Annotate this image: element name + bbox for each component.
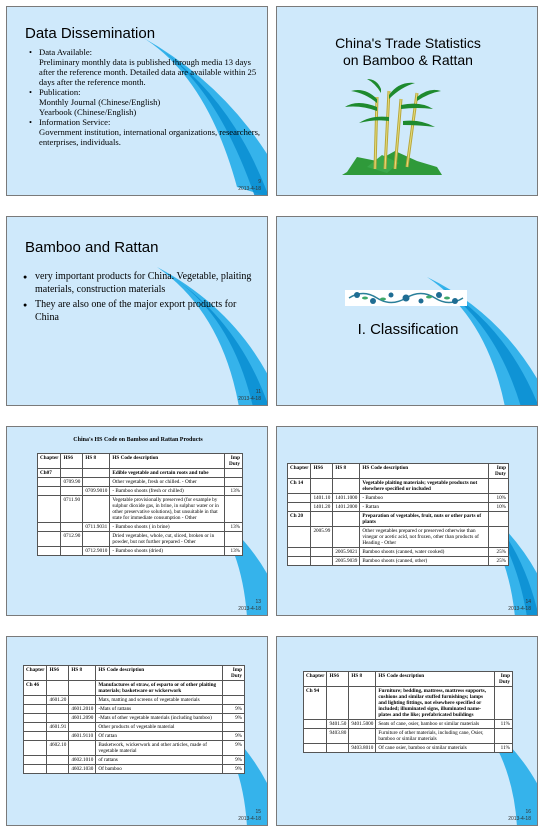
table-row (38, 496, 243, 523)
cell-hs8: 2005.9039 (333, 557, 360, 566)
bullet-item: • Data Available: (29, 47, 261, 57)
slide-hs-code-ch07[interactable] (6, 426, 268, 616)
cell-description: - Rattan (360, 503, 488, 512)
cell-imp-duty: 9% (223, 756, 245, 765)
col-hs8: HS 8 (69, 666, 96, 681)
col-hs6: HS6 (311, 464, 333, 479)
cell-description: Preparation of vegetables, fruit, nuts or other parts of plants (360, 512, 488, 527)
cell-chapter (24, 714, 47, 723)
col-imp-duty: Imp Duty (223, 666, 245, 681)
cell-hs8: 4602.1030 (69, 765, 96, 774)
cell-chapter (38, 478, 61, 487)
cell-imp-duty: 9% (223, 732, 245, 741)
slide-title: Bamboo and Rattan (25, 239, 159, 256)
table-row (288, 512, 509, 527)
cell-chapter (24, 696, 47, 705)
table-row (288, 479, 509, 494)
cell-hs6 (311, 548, 333, 557)
cell-hs8: 4602.1010 (69, 756, 96, 765)
cell-imp-duty (495, 687, 513, 720)
col-chapter: Chapter (24, 666, 47, 681)
cell-description: - Bamboo shoots ( in brine) (110, 523, 224, 532)
cell-hs8: 1401.2000 (333, 503, 360, 512)
cell-hs6: 4602.10 (47, 741, 69, 756)
cell-hs6 (47, 756, 69, 765)
slide-hs-code-ch14-ch20[interactable] (276, 426, 538, 616)
cell-chapter (24, 732, 47, 741)
col-imp-duty: Imp Duty (495, 672, 513, 687)
cell-hs6: 1401.20 (311, 503, 333, 512)
cell-hs6: 1401.10 (311, 494, 333, 503)
cell-description: Other vegetable, fresh or chilled. - Other (110, 478, 224, 487)
page-number: 11 (255, 389, 261, 395)
cell-chapter (304, 729, 327, 744)
cell-description: Of cane osier, bamboo or similar materials (376, 744, 495, 753)
col-hs8: HS 8 (333, 464, 360, 479)
cell-hs8: 2005.9021 (333, 548, 360, 557)
cell-hs6 (47, 705, 69, 714)
cell-imp-duty: 13% (224, 487, 242, 496)
cell-hs8 (83, 469, 110, 478)
cell-hs6 (311, 557, 333, 566)
cell-description: Mats, matting and screens of vegetable materials (96, 696, 223, 705)
slide-body (23, 271, 253, 327)
cell-imp-duty: 13% (224, 547, 242, 556)
cell-description: Vegetable provisionally preserved (for example by sulphur dioxide gas, in brine, in sulphur water or in other preservative solutions), but unsuitable in that state for immediate consumption - Other (110, 496, 224, 523)
slide-body (29, 47, 261, 147)
cell-hs6 (47, 681, 69, 696)
cell-hs8: 0712.9010 (83, 547, 110, 556)
cell-imp-duty (488, 512, 508, 527)
cell-hs6 (47, 714, 69, 723)
page-date: 2013-4-18 (238, 186, 261, 192)
table-row (24, 756, 245, 765)
cell-hs8 (69, 696, 96, 705)
cell-chapter (288, 527, 311, 548)
cell-hs8: 4601.2010 (69, 705, 96, 714)
cell-chapter: Ch 20 (288, 512, 311, 527)
table-row (288, 527, 509, 548)
bullet-text: Preliminary monthly data is published through media 13 days after the reference month. Detailed data are available within 25 days after the reference month. (39, 57, 257, 87)
cell-hs6 (61, 469, 83, 478)
col-hs6: HS6 (327, 672, 349, 687)
col-hs8: HS 8 (349, 672, 376, 687)
table-row (38, 487, 243, 496)
table-row (288, 548, 509, 557)
table-row (24, 705, 245, 714)
cell-hs6: 0711.90 (61, 496, 83, 523)
cell-imp-duty (488, 479, 508, 494)
cell-chapter (38, 532, 61, 547)
cell-chapter (24, 705, 47, 714)
bullet-text: Monthly Journal (Chinese/English) (39, 97, 161, 107)
col-description: HS Code description (110, 454, 224, 469)
slide-title (277, 35, 538, 69)
table-row (304, 729, 513, 744)
table-row (24, 681, 245, 696)
cell-description: Manufactures of straw, of esparto or of other plaiting materials; basketware or wickerwork (96, 681, 223, 696)
table-row (38, 469, 243, 478)
floral-ornament-icon (343, 287, 469, 309)
cell-description: Dried vegetables, whole, cut, sliced, broken or in powder, but not further prepared - Other (110, 532, 224, 547)
cell-hs6 (47, 732, 69, 741)
hs-code-table (287, 463, 509, 566)
slide-title-trade-statistics[interactable] (276, 6, 538, 196)
cell-description: -Mats of rattans (96, 705, 223, 714)
col-imp-duty: Imp Duty (224, 454, 242, 469)
cell-hs6 (61, 487, 83, 496)
cell-hs8 (83, 532, 110, 547)
cell-hs6 (61, 523, 83, 532)
cell-imp-duty: 9% (223, 765, 245, 774)
cell-description: Other products of vegetable material (96, 723, 223, 732)
cell-description: - Bamboo shoots (fresh or chilled) (110, 487, 224, 496)
cell-hs6: 9403.80 (327, 729, 349, 744)
cell-hs6 (327, 744, 349, 753)
slide-hs-code-ch46[interactable] (6, 636, 268, 826)
slide-hs-code-ch94[interactable] (276, 636, 538, 826)
table-row (304, 720, 513, 729)
cell-imp-duty (224, 496, 242, 523)
cell-chapter (38, 487, 61, 496)
cell-chapter (24, 765, 47, 774)
page-number: 15 (255, 809, 261, 815)
cell-description: Bamboo shoots (canned, water cooked) (360, 548, 488, 557)
cell-description: Bamboo shoots (canned, other) (360, 557, 488, 566)
cell-imp-duty (488, 527, 508, 548)
page-number: 14 (525, 599, 531, 605)
col-description: HS Code description (376, 672, 495, 687)
cell-chapter (288, 494, 311, 503)
cell-hs8: 0711.9031 (83, 523, 110, 532)
slide-title: I. Classification (357, 321, 459, 338)
cell-chapter (288, 548, 311, 557)
cell-hs8: 4601.2090 (69, 714, 96, 723)
col-imp-duty: Imp Duty (488, 464, 508, 479)
cell-hs8: 9401.5000 (349, 720, 376, 729)
cell-hs8: 1401.1000 (333, 494, 360, 503)
page-number: 9 (258, 179, 261, 185)
cell-hs6 (311, 512, 333, 527)
cell-description: Seats of cane, osier, bamboo or similar materials (376, 720, 495, 729)
cell-hs8: 0709.9010 (83, 487, 110, 496)
hs-code-table (37, 453, 243, 556)
slide-classification[interactable] (276, 216, 538, 406)
cell-chapter (304, 720, 327, 729)
cell-imp-duty (223, 681, 245, 696)
table-row (24, 765, 245, 774)
table-row (288, 557, 509, 566)
cell-hs6: 0709.90 (61, 478, 83, 487)
cell-hs6: 9401.50 (327, 720, 349, 729)
cell-imp-duty: 9% (223, 705, 245, 714)
cell-imp-duty: 11% (495, 744, 513, 753)
cell-description: Furniture of other materials, including cane, Osier, bamboo or similar materials (376, 729, 495, 744)
cell-hs8 (83, 496, 110, 523)
cell-description: Vegetable plaiting materials; vegetable products not elsewhere specified or included (360, 479, 488, 494)
cell-imp-duty: 9% (223, 741, 245, 756)
title-line: China's Trade Statistics (335, 35, 481, 51)
slide-title: Data Dissemination (25, 25, 156, 42)
cell-chapter (38, 547, 61, 556)
cell-hs6 (47, 765, 69, 774)
cell-chapter (38, 496, 61, 523)
title-line: on Bamboo & Rattan (343, 52, 473, 68)
cell-imp-duty: 9% (223, 714, 245, 723)
cell-chapter: Ch07 (38, 469, 61, 478)
cell-imp-duty (223, 696, 245, 705)
cell-imp-duty: 10% (488, 494, 508, 503)
col-chapter: Chapter (304, 672, 327, 687)
slide-data-dissemination[interactable] (6, 6, 268, 196)
table-row (304, 687, 513, 720)
page-number: 13 (255, 599, 261, 605)
cell-chapter: Ch 46 (24, 681, 47, 696)
hs-code-table (303, 671, 513, 753)
cell-imp-duty: 10% (488, 503, 508, 512)
cell-chapter (38, 523, 61, 532)
cell-description: Of rattan (96, 732, 223, 741)
cell-hs8 (69, 681, 96, 696)
cell-description: - Bamboo (360, 494, 488, 503)
cell-chapter (24, 756, 47, 765)
page-date: 2013-4-18 (508, 606, 531, 612)
col-description: HS Code description (96, 666, 223, 681)
cell-hs8 (69, 723, 96, 732)
cell-chapter (24, 741, 47, 756)
table-row (24, 732, 245, 741)
bullet-item: • Information Service: (29, 117, 261, 127)
col-chapter: Chapter (38, 454, 61, 469)
cell-imp-duty (224, 469, 242, 478)
table-row (24, 723, 245, 732)
hs-code-table (23, 665, 245, 774)
cell-description: Edible vegetable and certain roots and tube (110, 469, 224, 478)
table-row (288, 494, 509, 503)
cell-hs8 (333, 527, 360, 548)
cell-imp-duty: 13% (224, 523, 242, 532)
bullet-text: Yearbook (Chinese/English) (39, 107, 137, 117)
cell-hs6 (327, 687, 349, 720)
cell-description: -Mats of other vegetable materials (including bamboo) (96, 714, 223, 723)
cell-imp-duty: 11% (495, 720, 513, 729)
cell-hs8 (333, 512, 360, 527)
page-number: 16 (525, 809, 531, 815)
col-chapter: Chapter (288, 464, 311, 479)
table-row (24, 714, 245, 723)
slide-bamboo-and-rattan[interactable] (6, 216, 268, 406)
cell-chapter (288, 557, 311, 566)
table-row (24, 741, 245, 756)
cell-imp-duty: 25% (488, 548, 508, 557)
bullet-item: ● They are also one of the major export products for China (23, 299, 253, 324)
cell-hs8 (83, 478, 110, 487)
table-row (24, 696, 245, 705)
cell-hs8 (349, 687, 376, 720)
cell-description: Basketwork, wickerwork and other articles, made of vegetable material (96, 741, 223, 756)
col-hs6: HS6 (47, 666, 69, 681)
table-row (38, 547, 243, 556)
cell-hs6: 2005.99 (311, 527, 333, 548)
cell-chapter (304, 744, 327, 753)
cell-hs8: 9403.8010 (349, 744, 376, 753)
cell-hs8 (349, 729, 376, 744)
cell-hs6 (61, 547, 83, 556)
page-date: 2013-4-18 (238, 816, 261, 822)
cell-hs8 (333, 479, 360, 494)
cell-imp-duty (224, 478, 242, 487)
cell-description: Furniture; bedding, mattress, mattress supports, cushions and similar stuffed furnishings; lamps and lighting fittings, not elsewhere specified or included; illuminated signs, illuminated name-plates and the like; prefabricated buildings (376, 687, 495, 720)
blue-swoosh-decoration (277, 217, 538, 406)
table-row (38, 523, 243, 532)
cell-imp-duty (223, 723, 245, 732)
cell-hs6: 4601.20 (47, 696, 69, 705)
cell-description: Other vegetables prepared or preserved otherwise than vinegar or acetic acid, not frozen, other than products of Heading - Other (360, 527, 488, 548)
page-date: 2013-4-18 (508, 816, 531, 822)
table-caption: China's HS Code on Bamboo and Rattan Products (73, 437, 203, 443)
bullet-item: ● very important products for China. Vegetable, plaiting materials, construction materials (23, 271, 253, 296)
cell-description: of rattans (96, 756, 223, 765)
bamboo-clipart-icon (337, 77, 447, 177)
cell-chapter: Ch 14 (288, 479, 311, 494)
cell-chapter (288, 503, 311, 512)
cell-hs6: 0712.90 (61, 532, 83, 547)
page-date: 2013-4-18 (238, 396, 261, 402)
col-description: HS Code description (360, 464, 488, 479)
cell-imp-duty (495, 729, 513, 744)
table-row (288, 503, 509, 512)
cell-hs6 (311, 479, 333, 494)
cell-description: Of bamboo (96, 765, 223, 774)
col-hs8: HS 8 (83, 454, 110, 469)
cell-hs8 (69, 741, 96, 756)
cell-hs8: 4601.9110 (69, 732, 96, 741)
col-hs6: HS6 (61, 454, 83, 469)
table-row (38, 478, 243, 487)
cell-imp-duty (224, 532, 242, 547)
cell-imp-duty: 25% (488, 557, 508, 566)
bullet-item: • Publication: (29, 87, 261, 97)
table-row (304, 744, 513, 753)
cell-chapter: Ch 94 (304, 687, 327, 720)
table-row (38, 532, 243, 547)
page-date: 2013-4-18 (238, 606, 261, 612)
bullet-text: Government institution, international organizations, researchers, enterprises, individuals. (39, 127, 261, 147)
cell-description: - Bamboo shoots (dried) (110, 547, 224, 556)
cell-chapter (24, 723, 47, 732)
cell-hs6: 4601.91 (47, 723, 69, 732)
